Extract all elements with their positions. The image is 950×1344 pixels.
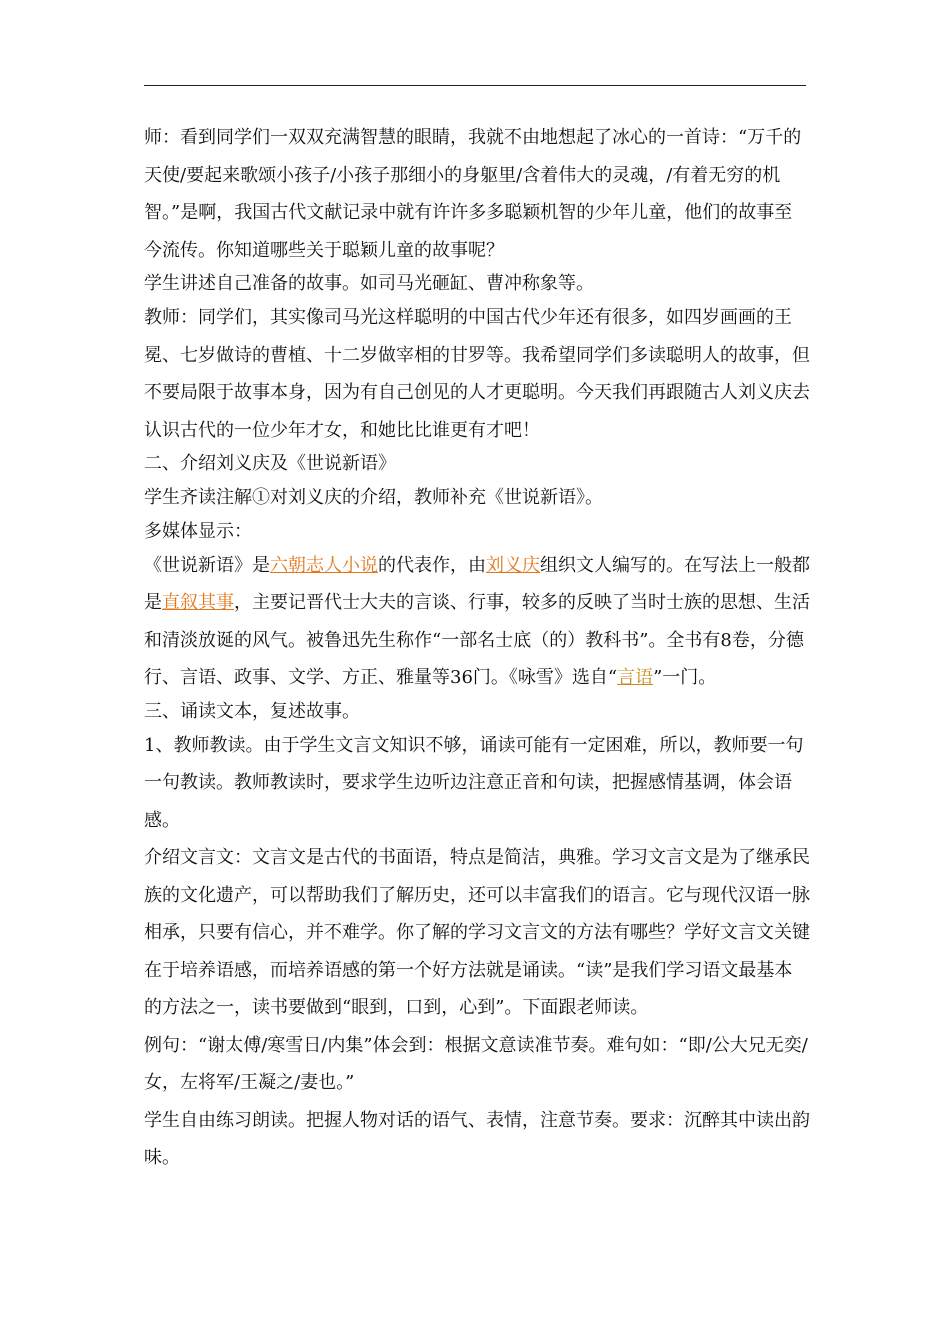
text-segment: ”一门。 (653, 667, 717, 688)
paragraph-multimedia-label: 多媒体显示： (144, 520, 252, 542)
section-heading-three: 三、诵读文本，复述故事。 (144, 700, 360, 722)
paragraph-teacher-talk: 教师：同学们，其实像司马光这样聪明的中国古代少年还有很多，如四岁画画的王冕、七岁做诗的曹植、十二岁做宰相的甘罗等。我希望同学们多读聪明人的故事，但不要局限于故事本身，因为有自己创见的人才更聪明。今天我们再跟随古人刘义庆去认识古代的一位少年才女，和她比比谁更有才吧！ (144, 307, 810, 441)
document-body (144, 119, 810, 1177)
paragraph-free-practice: 学生自由练习朗读。把握人物对话的语气、表情，注意节奏。要求：沉醉其中读出韵味。 (144, 1109, 810, 1168)
paragraph-students-stories: 学生讲述自己准备的故事。如司马光砸缸、曹冲称象等。 (144, 273, 594, 294)
text-segment: 组织文人编写的。在写法上一般都是 (144, 554, 810, 613)
text-segment: 《世说新语》是 (144, 554, 270, 576)
paragraph-example-sentences: 例句：“谢太傅/寒雪日/内集”体会到：根据文意读准节奏。难句如：“即/公大兄无奕/女，左将军/王凝之/妻也。” (144, 1034, 808, 1093)
link-liu-yiqing[interactable]: 刘义庆 (486, 554, 540, 576)
paragraph-shishuo-intro (144, 547, 810, 697)
header-rule (144, 85, 806, 86)
text-segment: ，主要记晋代士大夫的言谈、行事，较多的反映了当时士族的思想、生活和清淡放诞的风气。被鲁迅先生称作“一部名士底（的）教科书”。全书有8卷，分德行、言语、政事、文学、方正、雅量等36门。《咏雪》选自“ (144, 592, 810, 688)
paragraph-classical-chinese: 介绍文言文：文言文是古代的书面语，特点是简洁，典雅。学习文言文是为了继承民族的文化遗产，可以帮助我们了解历史，还可以丰富我们的语言。它与现代汉语一脉相承，只要有信心，并不难学。你了解的学习文言文的方法有哪些？学好文言文关键在于培养语感，而培养语感的第一个好方法就是诵读。“读”是我们学习语文最基本的方法之一，读书要做到“眼到，口到，心到”。下面跟老师读。 (144, 847, 810, 1018)
link-yanyu[interactable]: 言语 (617, 667, 654, 688)
paragraph-teacher-intro: 师：看到同学们一双双充满智慧的眼睛，我就不由地想起了冰心的一首诗：“万千的天使/要起来歌颂小孩子/小孩子那细小的身躯里/含着伟大的灵魂，/有着无穷的机智。”是啊，我国古代文献记录中就有许许多多聪颖机智的少年儿童，他们的故事至今流传。你知道哪些关于聪颖儿童的故事呢？ (144, 127, 802, 261)
paragraph-notes-reading: 学生齐读注解①对刘义庆的介绍，教师补充《世说新语》。 (144, 487, 603, 508)
text-segment: 的代表作，由 (378, 554, 486, 576)
section-heading-two: 二、介绍刘义庆及《世说新语》 (144, 453, 396, 474)
paragraph-teacher-reading: 1、教师教读。由于学生文言文知识不够，诵读可能有一定困难，所以，教师要一句一句教读。教师教读时，要求学生边听边注意正音和句读，把握感情基调，体会语感。 (144, 734, 804, 831)
link-zhixu-qishi[interactable]: 直叙其事 (162, 592, 234, 613)
link-liuchao-novel[interactable]: 六朝志人小说 (270, 554, 378, 576)
